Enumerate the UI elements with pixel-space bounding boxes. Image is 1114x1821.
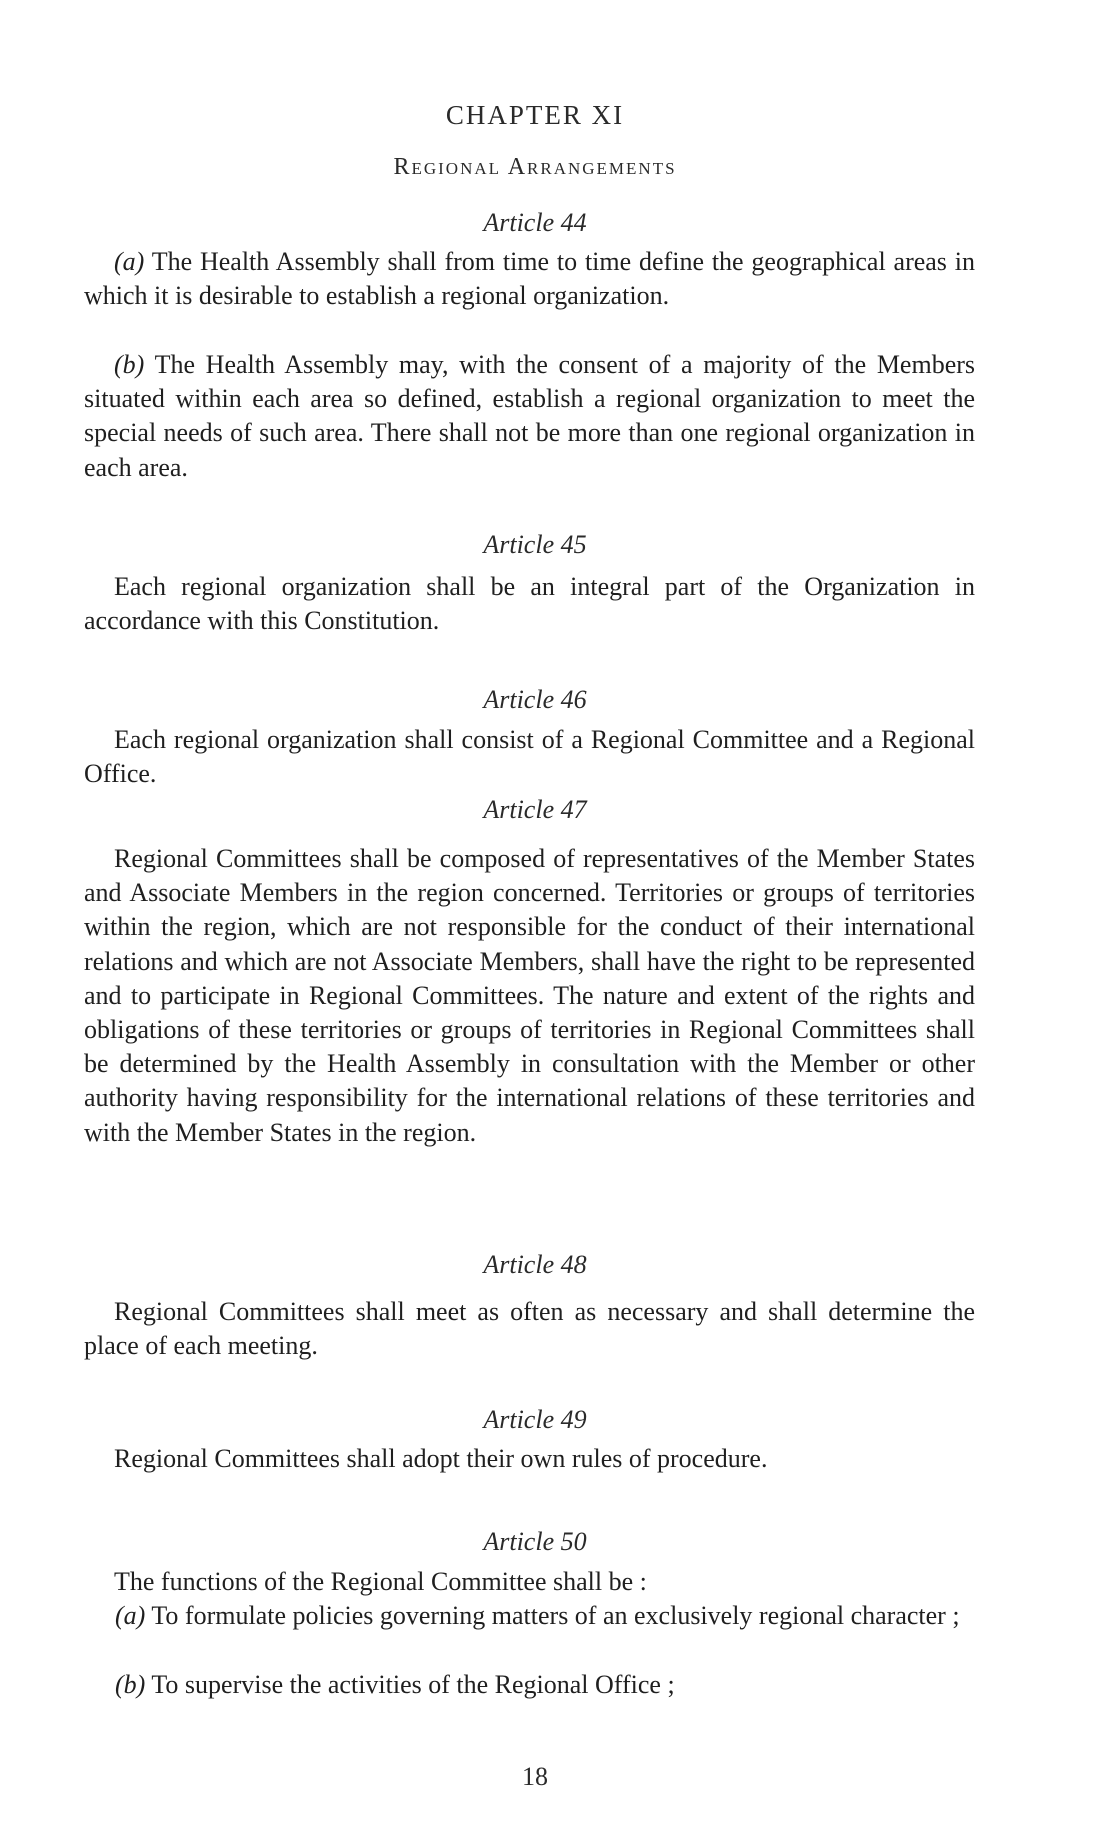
chapter-heading: CHAPTER XI (445, 100, 625, 130)
article-46-paragraph: Each regional organization shall consist of a Regional Committee and a Regional Office. (84, 725, 975, 789)
article-44-paragraph-a (84, 245, 975, 313)
article-50-item-a (115, 1599, 975, 1633)
page-number: 18 (522, 1762, 548, 1791)
article-50-paragraph: The functions of the Regional Committee shall be : (114, 1567, 647, 1596)
article-44-heading: Article 44 (483, 208, 587, 237)
item-text: To supervise the activities of the Regional Office ; (151, 1670, 675, 1699)
paragraph-text: The Health Assembly may, with the consent of a majority of the Members situated within each area so defined, establish a regional organization to meet the special needs of such area. There shall not be more than one regional organization in each area. (84, 350, 976, 482)
article-48-heading: Article 48 (483, 1250, 587, 1279)
article-48-paragraph: Regional Committees shall meet as often as necessary and shall determine the place of each meeting. (84, 1297, 975, 1361)
article-47-heading: Article 47 (483, 795, 587, 824)
paragraph-label: (a) (114, 247, 145, 276)
item-text: To formulate policies governing matters of an exclusively regional character ; (151, 1601, 960, 1630)
article-44-paragraph-b (84, 348, 975, 485)
section-title: Regional Arrangements (393, 154, 677, 180)
item-label: (a) (115, 1601, 146, 1630)
item-label: (b) (115, 1670, 146, 1699)
article-50-heading: Article 50 (483, 1527, 587, 1556)
article-45-paragraph: Each regional organization shall be an integral part of the Organization in accordance with this Constitution. (84, 572, 975, 636)
paragraph-text: The Health Assembly shall from time to time define the geographical areas in which it is desirable to establish a regional organization. (84, 247, 975, 311)
paragraph-label: (b) (114, 350, 145, 379)
article-47-paragraph: Regional Committees shall be composed of representatives of the Member States and Associate Members in the region concerned. Territories or groups of territories within the region, which are not responsible for the conduct of their international relations and which are not Associate Members, shall have the right to be represented and to participate in Regional Committees. The nature and extent of the rights and obligations of these territories or groups of territories in Regional Committees shall be determined by the Health Assembly in consultation with the Member or other authority having responsibility for the international relations of these territories and with the Member States in the region. (84, 844, 975, 1147)
article-49-heading: Article 49 (483, 1405, 587, 1434)
article-50-item-b (115, 1668, 975, 1702)
article-49-paragraph: Regional Committees shall adopt their own rules of procedure. (114, 1444, 768, 1473)
article-46-heading: Article 46 (483, 685, 587, 714)
article-45-heading: Article 45 (483, 530, 587, 559)
